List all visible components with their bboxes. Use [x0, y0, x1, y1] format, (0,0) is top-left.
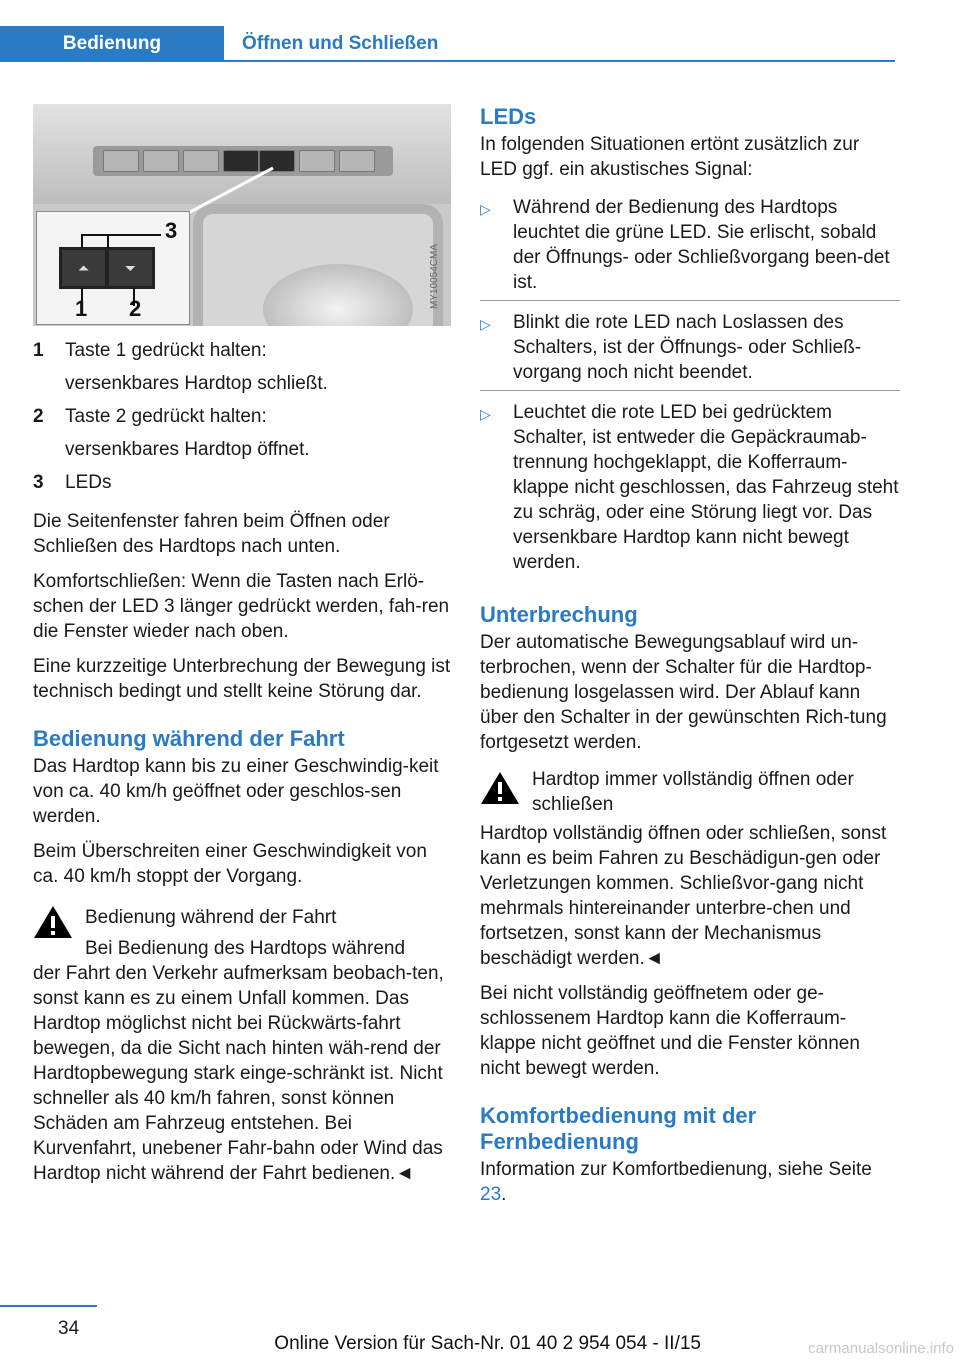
paragraph: Der automatische Bewegungsablauf wird un-terbrochen, wenn der Schalter für die Hardtop-bedienung losgelassen wird. Der Ablauf kann über den Schalter in der gewünschten Rich-tung fortgesetzt werden. [480, 632, 887, 753]
paragraph: Das Hardtop kann bis zu einer Geschwindig-keit von ca. 40 km/h geöffnet oder geschlos-sen werden. [33, 756, 439, 827]
warning-title: Bedienung während der Fahrt [85, 907, 337, 928]
paragraph: Bei nicht vollständig geöffnetem oder ge-schlossenem Hardtop kann die Kofferraum-klappe nicht geöffnet und die Fenster können nicht bewegt werden. [480, 983, 860, 1079]
list-item [480, 307, 900, 391]
paragraph: Komfortschließen: Wenn die Tasten nach Erlö-schen der LED 3 länger gedrückt werden, fah-ren die Fenster wieder nach oben. [33, 571, 450, 642]
section-heading: Unterbrechung [480, 602, 638, 627]
triangle-bullet-icon: ▷ [480, 406, 491, 422]
tab-oeffnen-schliessen[interactable]: Öffnen und Schließen [242, 32, 439, 54]
list-number: 1 [33, 340, 44, 361]
list-number: 3 [33, 472, 44, 493]
section-heading: Komfortbedienung mit der Fernbedienung [480, 1103, 757, 1154]
figure-button [103, 150, 139, 172]
open-hardtop-icon: ⏷ [109, 250, 152, 286]
right-column [480, 104, 900, 1217]
list-number: 2 [33, 406, 44, 427]
watermark: carmanualsonline.info [808, 1340, 954, 1357]
inset-switch-panel [59, 247, 155, 289]
list-item-text: Während der Bedienung des Hardtops leuchtet die grüne LED. Sie erlischt, sobald der Öffnungs- oder Schließvorgang been-det ist. [513, 197, 890, 293]
callout-label-1: 1 [75, 296, 88, 321]
numbered-list [33, 338, 451, 495]
list-item [33, 470, 451, 495]
warning-text-first-line: Bei Bedienung des Hardtops während [85, 938, 406, 959]
triangle-bullet-icon: ▷ [480, 201, 491, 217]
hardtop-switch-figure [33, 104, 451, 326]
figure-button [339, 150, 375, 172]
paragraph: Beim Überschreiten einer Geschwindigkeit von ca. 40 km/h stoppt der Vorgang. [33, 841, 427, 887]
paragraph-end: . [501, 1184, 507, 1205]
warning-block [480, 765, 900, 971]
paragraph: Eine kurzzeitige Unterbrechung der Bewegung ist technisch bedingt und stellt keine Störung dar. [33, 656, 451, 702]
warning-icon [33, 905, 73, 939]
figure-inset-closeup [36, 211, 190, 325]
triangle-bullet-icon: ▷ [480, 316, 491, 332]
bullet-list [480, 192, 900, 580]
page-header [0, 0, 960, 64]
list-item-subtext: versenkbares Hardtop öffnet. [65, 439, 310, 460]
warning-block [33, 899, 451, 1186]
list-item [33, 404, 451, 462]
figure-button [299, 150, 335, 172]
warning-icon [480, 771, 520, 805]
callout-line [81, 234, 161, 236]
paragraph [480, 1157, 900, 1207]
header-rule [0, 60, 895, 62]
section-heading: LEDs [480, 104, 537, 129]
tab-bedienung[interactable]: Bedienung [0, 26, 224, 61]
list-item [480, 192, 900, 301]
warning-text: der Fahrt den Verkehr aufmerksam beobach-ten, sonst kann es zu einem Unfall kommen. Das Hardtop möglichst nicht bei Rückwärts-fahrt bewegen, da die Sicht nach hinten wäh-rend der Hardtopbewegung stark einge-schränkt ist. Nicht schneller als 40 km/h fahren, sonst können Schäden am Fahrzeug entstehen. Bei Kurvenfahrt, unebener Fahr-bahn oder Wind das Hardtop nicht während der Fahrt bedienen.◄ [33, 963, 444, 1184]
list-item-subtext: versenkbares Hardtop schließt. [65, 373, 328, 394]
callout-line [81, 234, 83, 248]
page-link[interactable]: 23 [480, 1184, 502, 1205]
list-item-text: Leuchtet die rote LED bei gedrücktem Schalter, ist entweder die Gepäckraumab-trennung hochgeklappt, die Kofferraum-klappe nicht geschlossen, das Fahrzeug steht zu schräg, oder eine Störung liegt vor. Das versenkbare Hardtop kann nicht bewegt werden. [513, 402, 899, 573]
list-item-text: Taste 2 gedrückt halten: [65, 406, 267, 427]
list-item-text: Taste 1 gedrückt halten: [65, 340, 267, 361]
warning-title: Hardtop immer vollständig öffnen oder schließen [532, 769, 854, 815]
callout-label-3: 3 [165, 218, 178, 243]
figure-image-code: MY10054CMA [429, 244, 440, 310]
paragraph-text: Information zur Komfortbedienung, siehe Seite [480, 1159, 872, 1180]
online-version-text: Online Version für Sach-Nr. 01 40 2 954 054 - II/15 [274, 1333, 701, 1354]
paragraph: In folgenden Situationen ertönt zusätzlich zur LED ggf. ein akustisches Signal: [480, 134, 860, 180]
page-number: 34 [58, 1318, 80, 1339]
callout-line [107, 234, 109, 248]
callout-label-2: 2 [129, 296, 142, 321]
warning-text: Hardtop vollständig öffnen oder schließen, sonst kann es beim Fahren zu Beschädigun-gen oder Verletzungen kommen. Schließvor-gang nicht mehrmals hintereinander unterbre-chen und fortsetzen, sonst kann der Mechanismus beschädigt werden.◄ [480, 823, 887, 969]
section-heading: Bedienung während der Fahrt [33, 726, 345, 751]
left-column [33, 104, 451, 1196]
list-item-text: LEDs [65, 472, 112, 493]
list-item-text: Blinkt die rote LED nach Loslassen des Schalters, ist der Öffnungs- oder Schließ-vorgang noch nicht beendet. [513, 312, 862, 383]
footer-rule [0, 1305, 97, 1307]
paragraph: Die Seitenfenster fahren beim Öffnen oder Schließen des Hardtops nach unten. [33, 511, 390, 557]
close-hardtop-icon: ⏶ [62, 250, 105, 286]
list-item [33, 338, 451, 396]
list-item [480, 397, 900, 580]
